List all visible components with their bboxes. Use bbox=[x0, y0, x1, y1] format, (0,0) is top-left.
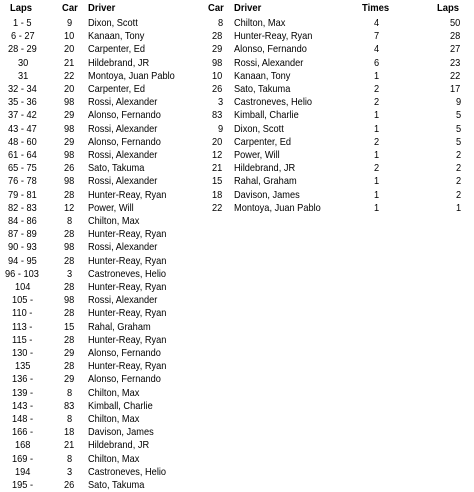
laps-range-cell: 32 - 34 bbox=[7, 83, 37, 95]
lap-leader-row bbox=[200, 70, 474, 83]
lap-leader-row bbox=[200, 162, 474, 175]
driver-name-cell: Kanaan, Tony bbox=[234, 69, 291, 82]
lead-change-row bbox=[0, 241, 210, 254]
lap-leader-row bbox=[200, 17, 474, 30]
car-number-cell: 21 bbox=[212, 162, 223, 175]
car-number-cell: 3 bbox=[67, 267, 73, 280]
driver-name-cell: Chilton, Max bbox=[234, 17, 286, 29]
driver-name-cell: Castroneves, Helio bbox=[88, 465, 167, 478]
driver-name-cell: Castroneves, Helio bbox=[234, 96, 313, 109]
lead-change-row bbox=[0, 347, 210, 360]
laps-led-cell: 5 bbox=[456, 135, 462, 148]
laps-range-cell: 136 - bbox=[12, 373, 34, 386]
lead-change-row bbox=[0, 228, 210, 241]
driver-name-cell: Power, Will bbox=[88, 201, 134, 214]
laps-led-cell: 5 bbox=[456, 122, 462, 135]
car-number-cell: 12 bbox=[212, 149, 223, 161]
driver-name-cell: Sato, Takuma bbox=[88, 162, 145, 175]
laps-range-cell: 90 - 93 bbox=[7, 241, 37, 254]
times-led-cell: 1 bbox=[374, 175, 380, 188]
lead-change-row bbox=[0, 281, 210, 294]
driver-name-cell: Hunter-Reay, Ryan bbox=[88, 307, 167, 320]
car-number-cell: 15 bbox=[212, 175, 223, 188]
lap-leader-row bbox=[200, 149, 474, 162]
car-number-cell: 98 bbox=[64, 241, 75, 254]
car-number-cell: 22 bbox=[64, 69, 75, 82]
driver-name-cell: Dixon, Scott bbox=[88, 17, 138, 29]
laps-led-cell: 9 bbox=[456, 96, 462, 109]
lead-change-row bbox=[0, 466, 210, 479]
laps-range-cell: 48 - 60 bbox=[7, 135, 37, 148]
driver-name-cell: Davison, James bbox=[88, 426, 154, 439]
car-number-cell: 3 bbox=[67, 465, 73, 478]
lap-leaders-header-laps: Laps bbox=[437, 2, 460, 14]
lead-change-row bbox=[0, 321, 210, 334]
times-led-cell: 1 bbox=[374, 201, 380, 214]
lap-leader-row bbox=[200, 30, 474, 43]
lap-leader-row bbox=[200, 202, 474, 215]
driver-name-cell: Chilton, Max bbox=[88, 386, 140, 399]
lead-change-row bbox=[0, 123, 210, 136]
car-number-cell: 98 bbox=[212, 56, 223, 69]
lead-change-row bbox=[0, 360, 210, 373]
driver-name-cell: Davison, James bbox=[234, 188, 300, 201]
laps-range-cell: 195 - bbox=[12, 479, 34, 491]
lap-leaders-header-driver: Driver bbox=[234, 2, 262, 14]
driver-name-cell: Chilton, Max bbox=[88, 413, 140, 425]
car-number-cell: 83 bbox=[212, 109, 223, 122]
car-number-cell: 98 bbox=[64, 294, 75, 307]
driver-name-cell: Montoya, Juan Pablo bbox=[234, 201, 321, 214]
driver-name-cell: Power, Will bbox=[234, 149, 280, 161]
laps-range-cell: 43 - 47 bbox=[7, 122, 37, 135]
lead-change-row bbox=[0, 268, 210, 281]
laps-range-cell: 6 - 27 bbox=[10, 30, 35, 43]
driver-name-cell: Sato, Takuma bbox=[88, 479, 145, 491]
lead-change-row bbox=[0, 215, 210, 228]
lap-leaders-header-times: Times bbox=[362, 2, 390, 14]
driver-name-cell: Rossi, Alexander bbox=[88, 96, 158, 109]
driver-name-cell: Hildebrand, JR bbox=[88, 439, 150, 452]
times-led-cell: 1 bbox=[374, 109, 380, 122]
car-number-cell: 9 bbox=[218, 122, 224, 135]
car-number-cell: 10 bbox=[212, 69, 223, 82]
times-led-cell: 7 bbox=[374, 30, 380, 43]
lead-change-row bbox=[0, 255, 210, 268]
times-led-cell: 6 bbox=[374, 56, 380, 69]
car-number-cell: 26 bbox=[212, 83, 223, 95]
lead-change-row bbox=[0, 136, 210, 149]
car-number-cell: 98 bbox=[64, 122, 75, 135]
car-number-cell: 8 bbox=[218, 17, 224, 29]
driver-name-cell: Rossi, Alexander bbox=[88, 294, 158, 307]
lap-leader-row bbox=[200, 57, 474, 70]
driver-name-cell: Chilton, Max bbox=[88, 452, 140, 465]
car-number-cell: 28 bbox=[64, 307, 75, 320]
lead-change-row bbox=[0, 439, 210, 452]
laps-range-cell: 194 bbox=[15, 465, 31, 478]
car-number-cell: 9 bbox=[67, 17, 73, 29]
lead-change-row bbox=[0, 334, 210, 347]
laps-led-cell: 5 bbox=[456, 109, 462, 122]
driver-name-cell: Alonso, Fernando bbox=[234, 43, 307, 56]
lead-change-row bbox=[0, 17, 210, 30]
laps-led-cell: 22 bbox=[450, 69, 461, 82]
lead-change-row bbox=[0, 307, 210, 320]
driver-name-cell: Dixon, Scott bbox=[234, 122, 284, 135]
lead-change-row bbox=[0, 149, 210, 162]
lead-change-row bbox=[0, 387, 210, 400]
laps-range-cell: 65 - 75 bbox=[7, 162, 37, 175]
car-number-cell: 28 bbox=[64, 333, 75, 346]
driver-name-cell: Alonso, Fernando bbox=[88, 347, 161, 359]
laps-range-cell: 110 - bbox=[12, 307, 33, 320]
driver-name-cell: Kimball, Charlie bbox=[234, 109, 299, 122]
driver-name-cell: Rossi, Alexander bbox=[88, 175, 158, 188]
lead-change-row bbox=[0, 57, 210, 70]
car-number-cell: 20 bbox=[64, 43, 75, 56]
lead-change-row bbox=[0, 413, 210, 426]
laps-range-cell: 1 - 5 bbox=[13, 17, 32, 29]
lead-change-row bbox=[0, 479, 210, 492]
lead-changes-header-driver: Driver bbox=[88, 2, 116, 14]
car-number-cell: 18 bbox=[212, 188, 223, 201]
lead-change-row bbox=[0, 70, 210, 83]
car-number-cell: 18 bbox=[64, 426, 75, 439]
car-number-cell: 8 bbox=[67, 215, 73, 227]
car-number-cell: 20 bbox=[64, 83, 75, 95]
lead-change-row bbox=[0, 175, 210, 188]
laps-range-cell: 104 bbox=[15, 281, 31, 293]
lead-change-row bbox=[0, 373, 210, 386]
laps-led-cell: 1 bbox=[456, 201, 462, 214]
lap-leader-row bbox=[200, 83, 474, 96]
laps-range-cell: 169 - bbox=[12, 452, 34, 465]
lap-leader-row bbox=[200, 43, 474, 56]
laps-range-cell: 76 - 78 bbox=[7, 175, 37, 188]
driver-name-cell: Rahal, Graham bbox=[88, 320, 151, 333]
times-led-cell: 2 bbox=[374, 96, 380, 109]
lead-change-row bbox=[0, 202, 210, 215]
laps-range-cell: 30 bbox=[18, 56, 29, 69]
times-led-cell: 1 bbox=[374, 149, 380, 161]
car-number-cell: 15 bbox=[64, 320, 75, 333]
times-led-cell: 4 bbox=[374, 17, 380, 29]
laps-range-cell: 94 - 95 bbox=[7, 254, 37, 267]
driver-name-cell: Hildebrand, JR bbox=[234, 162, 296, 175]
lead-change-row bbox=[0, 162, 210, 175]
lead-change-row bbox=[0, 109, 210, 122]
lap-leader-row bbox=[200, 136, 474, 149]
laps-range-cell: 143 - bbox=[12, 399, 34, 412]
car-number-cell: 28 bbox=[64, 228, 75, 241]
driver-name-cell: Hunter-Reay, Ryan bbox=[88, 333, 167, 346]
car-number-cell: 26 bbox=[64, 479, 75, 491]
laps-led-cell: 17 bbox=[450, 83, 461, 95]
driver-name-cell: Hildebrand, JR bbox=[88, 56, 150, 69]
lap-leader-row bbox=[200, 109, 474, 122]
driver-name-cell: Hunter-Reay, Ryan bbox=[88, 188, 167, 201]
laps-range-cell: 113 - bbox=[12, 320, 33, 333]
lead-change-row bbox=[0, 189, 210, 202]
laps-range-cell: 115 - bbox=[12, 333, 33, 346]
lap-leader-row bbox=[200, 175, 474, 188]
times-led-cell: 2 bbox=[374, 135, 380, 148]
driver-name-cell: Hunter-Reay, Ryan bbox=[88, 228, 167, 241]
laps-range-cell: 31 bbox=[18, 69, 29, 82]
laps-range-cell: 96 - 103 bbox=[4, 267, 39, 280]
laps-range-cell: 84 - 86 bbox=[7, 215, 37, 227]
driver-name-cell: Alonso, Fernando bbox=[88, 135, 161, 148]
car-number-cell: 28 bbox=[212, 30, 223, 43]
laps-led-cell: 2 bbox=[456, 149, 462, 161]
lap-leader-row bbox=[200, 96, 474, 109]
laps-range-cell: 82 - 83 bbox=[7, 201, 37, 214]
driver-name-cell: Sato, Takuma bbox=[234, 83, 291, 95]
driver-name-cell: Hunter-Reay, Ryan bbox=[234, 30, 313, 43]
car-number-cell: 28 bbox=[64, 281, 75, 293]
car-number-cell: 29 bbox=[64, 373, 75, 386]
laps-led-cell: 2 bbox=[456, 175, 462, 188]
times-led-cell: 1 bbox=[374, 69, 380, 82]
laps-range-cell: 37 - 42 bbox=[7, 109, 37, 122]
laps-led-cell: 2 bbox=[456, 188, 462, 201]
car-number-cell: 98 bbox=[64, 175, 75, 188]
lead-change-row bbox=[0, 453, 210, 466]
car-number-cell: 21 bbox=[64, 56, 75, 69]
driver-name-cell: Kanaan, Tony bbox=[88, 30, 145, 43]
laps-led-cell: 2 bbox=[456, 162, 462, 175]
car-number-cell: 83 bbox=[64, 399, 75, 412]
lead-change-row bbox=[0, 426, 210, 439]
car-number-cell: 10 bbox=[64, 30, 75, 43]
driver-name-cell: Rossi, Alexander bbox=[234, 56, 304, 69]
car-number-cell: 28 bbox=[64, 254, 75, 267]
lead-change-row bbox=[0, 294, 210, 307]
car-number-cell: 12 bbox=[64, 201, 75, 214]
car-number-cell: 29 bbox=[64, 347, 75, 359]
lap-leaders-header-car: Car bbox=[208, 2, 224, 14]
laps-range-cell: 168 bbox=[15, 439, 31, 452]
laps-range-cell: 139 - bbox=[12, 386, 34, 399]
driver-name-cell: Castroneves, Helio bbox=[88, 267, 167, 280]
driver-name-cell: Rossi, Alexander bbox=[88, 149, 158, 161]
laps-range-cell: 166 - bbox=[12, 426, 34, 439]
driver-name-cell: Hunter-Reay, Ryan bbox=[88, 254, 167, 267]
laps-range-cell: 35 - 36 bbox=[7, 96, 37, 109]
driver-name-cell: Rahal, Graham bbox=[234, 175, 297, 188]
laps-range-cell: 105 - bbox=[12, 294, 34, 307]
driver-name-cell: Hunter-Reay, Ryan bbox=[88, 281, 167, 293]
car-number-cell: 8 bbox=[67, 386, 73, 399]
driver-name-cell: Rossi, Alexander bbox=[88, 122, 158, 135]
laps-range-cell: 135 bbox=[15, 360, 31, 373]
driver-name-cell: Carpenter, Ed bbox=[88, 43, 146, 56]
lead-change-row bbox=[0, 83, 210, 96]
laps-range-cell: 87 - 89 bbox=[7, 228, 37, 241]
lead-change-row bbox=[0, 43, 210, 56]
lap-leader-row bbox=[200, 123, 474, 136]
car-number-cell: 29 bbox=[212, 43, 223, 56]
laps-led-cell: 27 bbox=[450, 43, 461, 56]
driver-name-cell: Rossi, Alexander bbox=[88, 241, 158, 254]
driver-name-cell: Kimball, Charlie bbox=[88, 399, 153, 412]
laps-led-cell: 50 bbox=[450, 17, 461, 29]
lead-change-row bbox=[0, 96, 210, 109]
driver-name-cell: Alonso, Fernando bbox=[88, 109, 161, 122]
laps-range-cell: 28 - 29 bbox=[7, 43, 37, 56]
driver-name-cell: Hunter-Reay, Ryan bbox=[88, 360, 167, 373]
times-led-cell: 4 bbox=[374, 43, 380, 56]
car-number-cell: 3 bbox=[218, 96, 224, 109]
driver-name-cell: Carpenter, Ed bbox=[88, 83, 146, 95]
car-number-cell: 22 bbox=[212, 201, 223, 214]
laps-led-cell: 28 bbox=[450, 30, 461, 43]
laps-range-cell: 130 - bbox=[12, 347, 34, 359]
car-number-cell: 8 bbox=[67, 413, 73, 425]
times-led-cell: 2 bbox=[374, 83, 380, 95]
lead-changes-header-laps: Laps bbox=[10, 2, 33, 14]
lead-change-row bbox=[0, 30, 210, 43]
driver-name-cell: Carpenter, Ed bbox=[234, 135, 292, 148]
driver-name-cell: Alonso, Fernando bbox=[88, 373, 161, 386]
car-number-cell: 29 bbox=[64, 109, 75, 122]
lead-change-row bbox=[0, 400, 210, 413]
lead-changes-header-car: Car bbox=[62, 2, 78, 14]
times-led-cell: 2 bbox=[374, 162, 380, 175]
times-led-cell: 1 bbox=[374, 188, 380, 201]
car-number-cell: 98 bbox=[64, 149, 75, 161]
laps-range-cell: 148 - bbox=[12, 413, 34, 425]
car-number-cell: 26 bbox=[64, 162, 75, 175]
times-led-cell: 1 bbox=[374, 122, 380, 135]
car-number-cell: 21 bbox=[64, 439, 75, 452]
lap-leader-row bbox=[200, 189, 474, 202]
laps-led-cell: 23 bbox=[450, 56, 461, 69]
car-number-cell: 28 bbox=[64, 360, 75, 373]
car-number-cell: 8 bbox=[67, 452, 73, 465]
car-number-cell: 28 bbox=[64, 188, 75, 201]
driver-name-cell: Montoya, Juan Pablo bbox=[88, 69, 175, 82]
car-number-cell: 20 bbox=[212, 135, 223, 148]
laps-range-cell: 61 - 64 bbox=[7, 149, 37, 161]
driver-name-cell: Chilton, Max bbox=[88, 215, 140, 227]
car-number-cell: 29 bbox=[64, 135, 75, 148]
car-number-cell: 98 bbox=[64, 96, 75, 109]
laps-range-cell: 79 - 81 bbox=[7, 188, 37, 201]
